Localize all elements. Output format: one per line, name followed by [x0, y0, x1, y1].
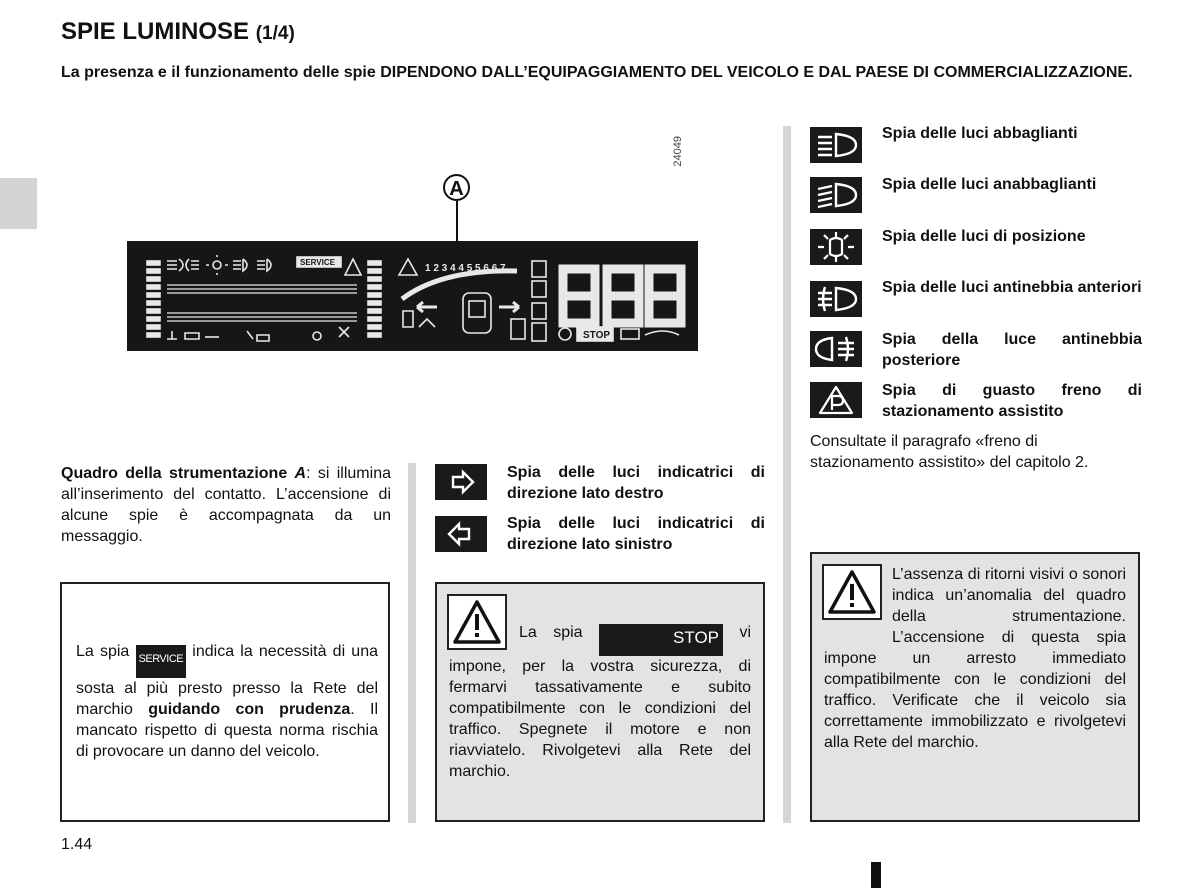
rear-fog-label: Spia della luce antinebbia posteriore — [882, 331, 1142, 369]
instrument-cluster-display — [127, 241, 698, 351]
low-beam-label: Spia delle luci anabbaglianti — [882, 176, 1097, 193]
position-lights-icon — [810, 229, 862, 265]
display-gear-numbers: 1 2 3 4 4 5 5 6 6 7 — [425, 263, 506, 274]
display-bottom-icons — [167, 327, 349, 341]
indicator-right-label: Spia delle luci indicatrici di direzione lato destro — [507, 464, 765, 502]
quadro-description — [61, 463, 391, 547]
stop-note-before: La spia — [519, 624, 600, 641]
callout-a: A — [443, 174, 470, 201]
service-note-before: La spia — [76, 643, 136, 660]
quadro-bold: Quadro della strumentazione — [61, 465, 295, 482]
indicator-left-label: Spia delle luci indicatrici di direzione lato sinistro — [507, 515, 765, 553]
consult-text: Consultate il paragrafo «freno di stazionamento assistito» del capitolo 2. — [810, 433, 1089, 471]
rear-fog-icon — [810, 331, 862, 367]
service-note-box — [60, 582, 390, 822]
left-bar-gauge — [147, 261, 160, 337]
service-note-after: . Il mancato rispetto di questa norma rischia di provocare un danno del veicolo. — [76, 701, 378, 760]
display-segment-rows — [167, 285, 357, 321]
display-service-badge: SERVICE — [300, 258, 335, 267]
position-lights-label: Spia delle luci di posizione — [882, 228, 1086, 245]
arrow-left-icon — [435, 516, 487, 552]
low-beam-icon — [810, 177, 862, 213]
warning-note-text — [824, 564, 1126, 753]
gear-digit: 8 — [514, 326, 520, 337]
high-beam-icon — [810, 127, 862, 163]
warning-note-box — [810, 552, 1140, 822]
display-speed-digits — [563, 269, 681, 323]
warning-note-content: L’assenza di ritorni visivi o sonori indica un’anomalia del quadro della strumentazione. L’accensione di questa spia impone un arresto immediato compatibilmente con le condizioni del traffico. Verificate che il veicolo sia correttamente immobilizzato e rivolgetevi alla Rete del marchio. — [824, 566, 1126, 751]
service-note-middle: indica la necessità di una sosta al più presto presso la Rete del marchio — [76, 643, 378, 718]
service-note-bold: guidando con prudenza — [148, 701, 351, 718]
page-title-main: SPIE LUMINOSE — [61, 18, 250, 45]
column-divider-right — [783, 126, 791, 823]
high-beam-label: Spia delle luci abbaglianti — [882, 125, 1078, 142]
service-note-text — [76, 641, 378, 762]
section-tab — [0, 178, 37, 229]
stop-note-text — [449, 622, 751, 782]
stop-badge-icon: STOP — [599, 624, 723, 656]
gear-n: N — [535, 308, 543, 319]
intro-paragraph: La presenza e il funzionamento delle spie DIPENDONO DALL’EQUIPAGGIAMENTO DEL VEICOLO E DAL PAESE DI COMMERCIALIZZAZIONE. — [61, 64, 1133, 81]
gear-d: D — [535, 329, 543, 340]
quadro-italic: A — [294, 465, 307, 482]
column-divider-left — [408, 463, 416, 823]
front-fog-icon — [810, 281, 862, 317]
arrow-right-icon — [435, 464, 487, 500]
quadro-rest: : si illumina all’inserimento del contatto. L’accensione di alcune spie è accompagnata da un messaggio. — [61, 465, 391, 545]
display-stop-badge: STOP — [583, 330, 611, 341]
figure-code: 24049 — [672, 136, 684, 167]
service-badge-icon: SERVICE — [136, 645, 187, 678]
parking-brake-fault-label: Spia di guasto freno di stazionamento assistito — [882, 382, 1142, 420]
page-title-sub: (1/4) — [255, 23, 295, 44]
parking-brake-fault-icon — [810, 382, 862, 418]
page-edge-marker — [871, 862, 881, 888]
page-title — [61, 18, 295, 46]
gear-p: P — [535, 266, 542, 277]
front-fog-label: Spia delle luci antinebbia anteriori — [882, 279, 1142, 296]
gear-r: R — [535, 286, 543, 297]
page-number: 1.44 — [61, 836, 93, 853]
stop-note-after: vi impone, per la vostra sicurezza, di fermarvi tassativamente e subito compatibilmente con le condizioni del traffico. Spegnete il motore e non riavviatelo. Rivolgetevi alla Rete del marchio. — [449, 624, 752, 780]
stop-note-box — [435, 582, 765, 822]
